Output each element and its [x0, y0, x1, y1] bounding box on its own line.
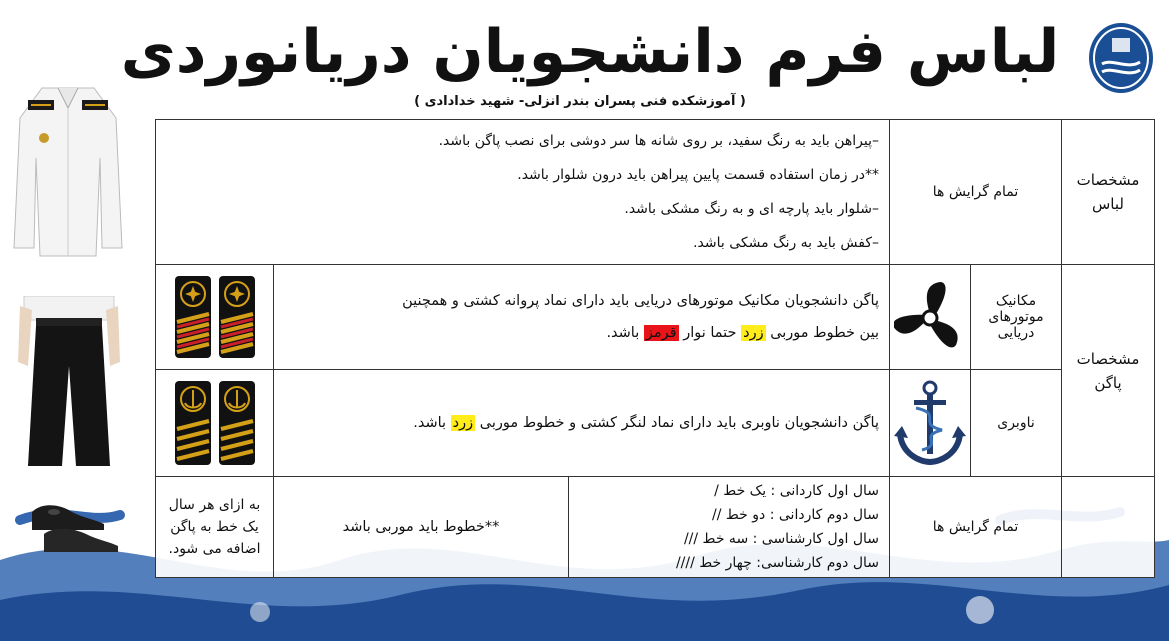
- oblique-lines-note: **خطوط باید موربی باشد: [274, 477, 569, 578]
- clothing-header: مشخصات لباس: [1062, 120, 1155, 265]
- clothing-rule-3: –شلوار باید پارچه ای و به رنگ مشکی باشد.: [624, 201, 879, 217]
- year-line-3: سال اول کارشناسی : سه خط ///: [683, 531, 879, 547]
- navigation-description: [274, 370, 890, 477]
- mechanic-label: مکانیک موتورهای دریایی: [971, 265, 1062, 370]
- years-list: [569, 477, 890, 578]
- propeller-icon-cell: [890, 265, 971, 370]
- mechanic-desc-line2: [284, 317, 879, 349]
- propeller-icon: [894, 278, 966, 356]
- clothing-rule-2: **در زمان استفاده قسمت پایین پیراهن باید درون شلوار باشد.: [517, 167, 879, 183]
- mechanic-row: [156, 265, 1155, 370]
- page-title: لباس فرم دانشجویان دریانوردی: [120, 17, 1060, 87]
- navigation-epaulette-cell: [156, 370, 274, 477]
- epaulette-header: مشخصات پاگن: [1062, 265, 1155, 477]
- white-shirt: [12, 78, 124, 258]
- navigation-row: [156, 370, 1155, 477]
- yellow-highlight-nav: زرد: [452, 415, 474, 431]
- anchor-icon-cell: [890, 370, 971, 477]
- black-shoes: [24, 490, 124, 560]
- year-line-2: سال دوم کاردانی : دو خط //: [711, 507, 879, 523]
- per-year-note: به ازای هر سال یک خط به پاگن اضافه می شود.: [156, 477, 274, 578]
- clothing-row: [156, 120, 1155, 265]
- mechanic-desc-line1: پاگن دانشجویان مکانیک موتورهای دریایی باید دارای نماد پروانه کشتی و همچنین: [402, 293, 879, 309]
- university-logo: [1088, 22, 1154, 94]
- mechanic-epaulette-cell: [156, 265, 274, 370]
- page-subtitle: ( آموزشکده فنی پسران بندر انزلی- شهید خدادادی ): [414, 94, 746, 109]
- navigation-epaulette: [173, 379, 257, 467]
- year-line-4: سال دوم کارشناسی: چهار خط ////: [675, 555, 879, 571]
- red-highlight: قرمز: [645, 325, 677, 341]
- clothing-rule-1: –پیراهن باید به رنگ سفید، بر روی شانه ها سر دوشی برای نصب پاگن باشد.: [438, 133, 879, 149]
- clothing-group: تمام گرایش ها: [890, 120, 1062, 265]
- anchor-icon: [892, 378, 968, 468]
- yellow-highlight: زرد: [743, 325, 764, 341]
- navigation-desc-part-a: پاگن دانشجویان ناوبری باید دارای نماد لنگر کشتی و خطوط موربی: [479, 415, 879, 431]
- years-row: [156, 477, 1155, 578]
- clothing-rules: [156, 120, 890, 265]
- years-group: تمام گرایش ها: [890, 477, 1062, 578]
- mechanic-desc-part-b: حتما نوار: [683, 325, 737, 341]
- years-header-empty: [1062, 477, 1155, 578]
- mechanic-desc-part-a: بین خطوط موربی: [770, 325, 879, 341]
- clothing-rule-4: –کفش باید به رنگ مشکی باشد.: [693, 235, 879, 251]
- black-trousers: [14, 296, 124, 468]
- navigation-label: ناوبری: [971, 370, 1062, 477]
- mechanic-epaulette: [173, 274, 257, 360]
- mechanic-description: [274, 265, 890, 370]
- uniform-spec-table: [155, 119, 1155, 578]
- year-line-1: سال اول کاردانی : یک خط /: [714, 483, 879, 499]
- navigation-desc-part-b: باشد.: [413, 415, 447, 431]
- mechanic-desc-part-c: باشد.: [606, 325, 640, 341]
